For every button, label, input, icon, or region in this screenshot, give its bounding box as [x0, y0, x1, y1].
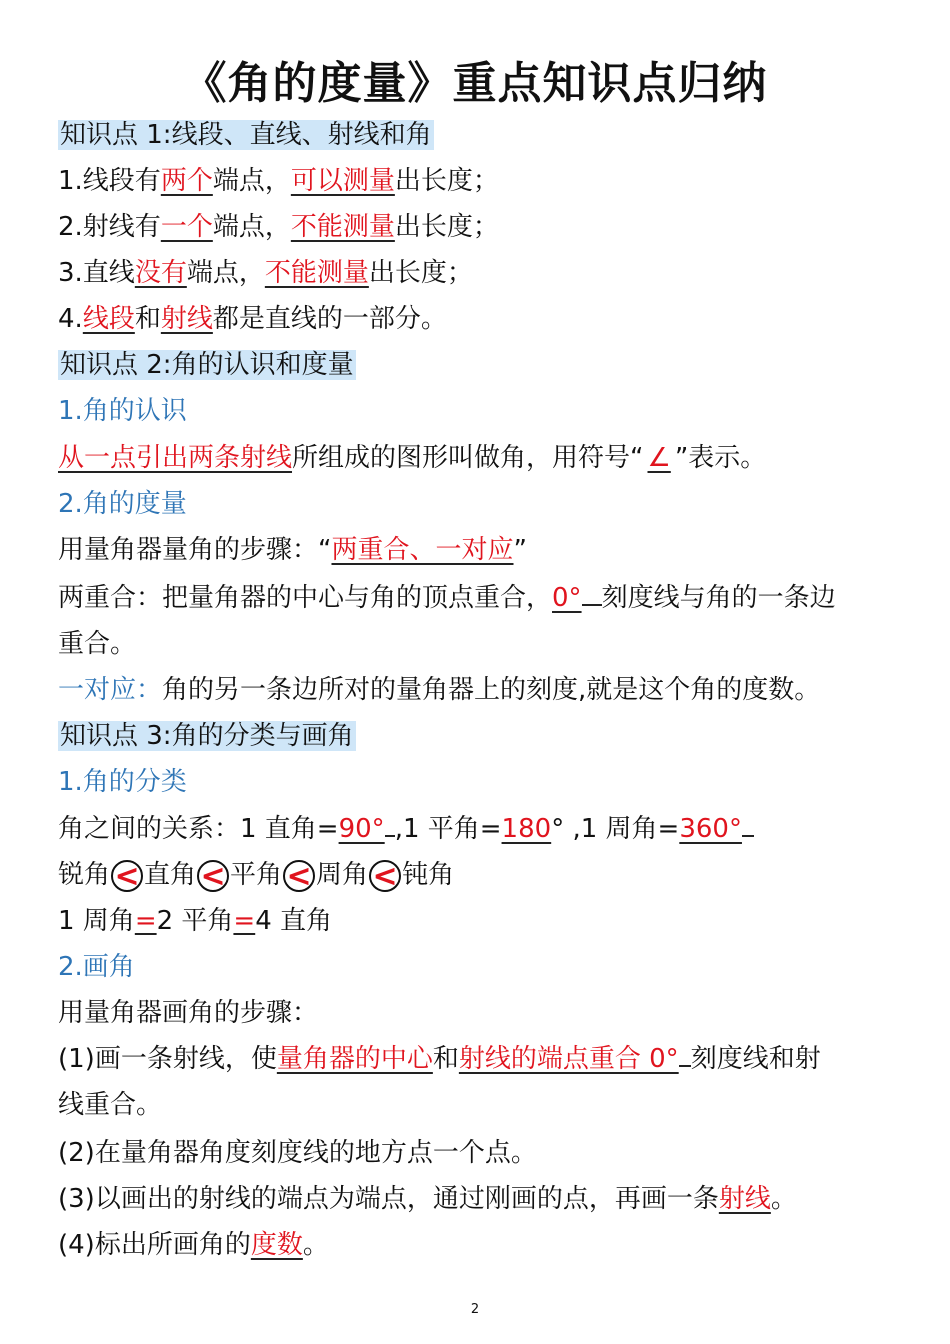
section-heading-2: [58, 347, 356, 383]
answer: 不能测量: [290, 212, 395, 242]
text: 出长度；: [394, 212, 499, 242]
section-heading-1-text: 知识点 1:线段、直线、射线和角: [60, 120, 432, 150]
equals-answer: =: [233, 906, 256, 936]
text: 出长度；: [368, 258, 473, 288]
equals-answer: =: [134, 906, 157, 936]
two-coincide-line-1: [58, 580, 836, 616]
text: 端点，: [212, 212, 291, 242]
section-heading-2-text: 知识点 2:角的认识和度量: [60, 350, 354, 380]
text: 1.线段有: [58, 166, 161, 196]
angle-relations: [58, 811, 754, 847]
answer: 0°: [552, 583, 582, 613]
draw-step-2: (2)在量角器角度刻度线的地方点一个点。: [58, 1138, 537, 1168]
answer: 度数: [250, 1230, 303, 1260]
answer: 从一点引出两条射线: [58, 443, 293, 473]
text: 锐角: [58, 860, 111, 890]
one-correspond: [58, 672, 820, 708]
two-coincide-line-2: 重合。: [58, 629, 137, 659]
subheading-angle-measure: 2.角的度量: [58, 489, 187, 519]
answer: 180: [501, 814, 552, 844]
text: 所组成的图形叫做角，用符号“: [292, 443, 644, 473]
text: (3)以画出的射线的端点为端点，通过刚画的点，再画一条: [58, 1184, 719, 1214]
text: ,1 平角=: [394, 814, 502, 844]
text: 3.直线: [58, 258, 135, 288]
text: 端点，: [212, 166, 291, 196]
draw-intro: 用量角器画角的步骤：: [58, 998, 319, 1028]
text: 刻度线和射: [690, 1044, 821, 1074]
text: 2.射线有: [58, 212, 161, 242]
measure-steps: [58, 532, 527, 568]
answer: 可以测量: [290, 166, 395, 196]
text: 出长度；: [394, 166, 499, 196]
text: 和: [432, 1044, 459, 1074]
text: ”: [513, 535, 527, 565]
less-than-circled: <: [197, 860, 229, 892]
angle-equation: [58, 903, 332, 939]
k1-line-3: [58, 255, 473, 291]
text: 2 平角: [156, 906, 234, 936]
answer: 没有: [134, 258, 187, 288]
less-than-circled: <: [369, 860, 401, 892]
blank-line: [742, 831, 754, 837]
k1-line-2: [58, 209, 499, 245]
answer: 两重合、一对应: [331, 535, 514, 565]
text: 周角: [316, 860, 369, 890]
answer: 不能测量: [264, 258, 369, 288]
blank-line: [582, 600, 602, 606]
subheading-draw-angle: 2.画角: [58, 952, 135, 982]
text: °: [551, 814, 565, 844]
section-heading-3-text: 知识点 3:角的分类与画角: [60, 721, 354, 751]
text: ,1 周角=: [564, 814, 680, 844]
text: 。: [302, 1230, 329, 1260]
answer: 90°: [338, 814, 385, 844]
answer: 射线: [160, 304, 213, 334]
text: ”表示。: [674, 443, 767, 473]
angle-order: [58, 857, 454, 893]
subheading-angle-recognition: 1.角的认识: [58, 396, 187, 426]
text: 钝角: [402, 860, 455, 890]
section-heading-3: [58, 718, 356, 754]
text: 都是直线的一部分。: [212, 304, 447, 334]
answer: 一个: [160, 212, 213, 242]
text: 4.: [58, 304, 83, 334]
answer: 360°: [679, 814, 742, 844]
k1-line-1: [58, 163, 499, 199]
less-than-circled: <: [111, 860, 143, 892]
answer: 射线: [718, 1184, 771, 1214]
text: 。: [770, 1184, 797, 1214]
section-heading-1: [58, 117, 434, 153]
angle-definition: [58, 440, 766, 476]
draw-step-4: [58, 1227, 329, 1263]
answer: 射线的端点重合 0°: [458, 1044, 679, 1074]
angle-symbol: ∠: [647, 443, 671, 473]
k1-line-4: [58, 301, 447, 337]
text: 刻度线与角的一条边: [601, 583, 836, 613]
text: 端点，: [186, 258, 265, 288]
text: 和: [134, 304, 161, 334]
text: 角的另一条边所对的量角器上的刻度,就是这个角的度数。: [162, 675, 821, 705]
draw-step-1-line-2: 线重合。: [58, 1090, 163, 1120]
text: 直角: [144, 860, 197, 890]
text: 两重合：把量角器的中心与角的顶点重合，: [58, 583, 553, 613]
text: 用量角器量角的步骤：“: [58, 535, 332, 565]
less-than-circled: <: [283, 860, 315, 892]
page-number: 2: [470, 1302, 480, 1317]
subheading-angle-classification: 1.角的分类: [58, 767, 187, 797]
text: (1)画一条射线，使: [58, 1044, 277, 1074]
text: 4 直角: [255, 906, 333, 936]
text: 平角: [230, 860, 283, 890]
answer: 线段: [82, 304, 135, 334]
answer: 两个: [160, 166, 213, 196]
blank-line: [679, 1061, 691, 1067]
blank-line: [385, 831, 395, 837]
answer: 量角器的中心: [276, 1044, 433, 1074]
text: 角之间的关系：1 直角=: [58, 814, 339, 844]
text: (4)标出所画角的: [58, 1230, 251, 1260]
text: 1 周角: [58, 906, 135, 936]
draw-step-1-line-1: [58, 1041, 821, 1077]
label: 一对应：: [58, 675, 163, 705]
draw-step-3: [58, 1181, 797, 1217]
page-title: 《角的度量》重点知识点归纳: [182, 58, 768, 109]
